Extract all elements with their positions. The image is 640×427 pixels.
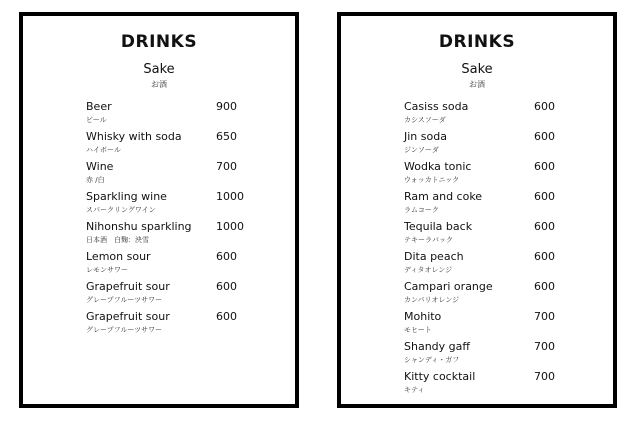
right-menu-card — [337, 12, 617, 408]
item-name: Mohito — [404, 310, 442, 323]
item-name: Casiss soda — [404, 100, 469, 113]
menu-item — [86, 100, 275, 130]
menu-item — [86, 190, 275, 220]
item-name-jp: シャンディ・ガフ — [404, 356, 460, 364]
item-name-jp: ウォッカトニック — [404, 176, 460, 184]
menu-item — [404, 100, 593, 130]
item-price: 600 — [216, 250, 237, 263]
menu-subtitle: Sake — [143, 62, 175, 77]
item-price: 600 — [534, 190, 555, 203]
item-name-jp: レモンサワー — [86, 266, 128, 274]
menu-item — [404, 280, 593, 310]
menu-item — [404, 250, 593, 280]
left-menu-card — [19, 12, 299, 408]
menu-item — [404, 220, 593, 250]
item-name-jp: 赤 /白 — [86, 176, 105, 184]
item-price: 600 — [534, 160, 555, 173]
item-name: Kitty cocktail — [404, 370, 476, 383]
item-name-jp: カンパリオレンジ — [404, 296, 460, 304]
item-name-jp: キティ — [404, 386, 425, 394]
item-price: 900 — [216, 100, 237, 113]
item-name-jp: ジンソーダ — [404, 146, 439, 154]
item-name: Wodka tonic — [404, 160, 472, 173]
item-price: 1000 — [216, 220, 244, 233]
item-name: Ram and coke — [404, 190, 483, 203]
menu-subtitle-jp: お酒 — [151, 80, 167, 89]
item-name: Grapefruit sour — [86, 310, 170, 323]
menu-item — [404, 340, 593, 370]
item-name-jp: ラムコーク — [404, 206, 439, 214]
item-name-jp: カシスソーダ — [404, 116, 446, 124]
item-price: 600 — [216, 280, 237, 293]
menu-subtitle: Sake — [461, 62, 493, 77]
item-name-jp: テキーラバック — [404, 236, 453, 244]
menu-title: DRINKS — [120, 32, 198, 52]
item-price: 600 — [534, 250, 555, 263]
menu-subtitle-jp: お酒 — [469, 80, 485, 89]
item-price: 1000 — [216, 190, 244, 203]
item-name: Beer — [86, 100, 112, 113]
menu-item — [86, 130, 275, 160]
menu-item — [86, 280, 275, 310]
item-price: 700 — [534, 310, 555, 323]
drinks-list — [86, 100, 275, 340]
menu-item — [86, 220, 275, 250]
menu-item — [404, 310, 593, 340]
item-name: Nihonshu sparkling — [86, 220, 192, 233]
item-name: Sparkling wine — [86, 190, 167, 203]
item-name: Dita peach — [404, 250, 464, 263]
item-name: Shandy gaff — [404, 340, 470, 353]
item-name: Wine — [86, 160, 114, 173]
item-price: 600 — [534, 220, 555, 233]
item-name: Jin soda — [404, 130, 447, 143]
drinks-list — [404, 100, 593, 400]
menu-item — [86, 310, 275, 340]
item-price: 600 — [216, 310, 237, 323]
menu-item — [404, 370, 593, 400]
item-name: Grapefruit sour — [86, 280, 170, 293]
item-name-jp: モヒート — [404, 326, 432, 334]
item-name-jp: スパークリングワイン — [86, 206, 156, 214]
menu-item — [86, 250, 275, 280]
menu-title: DRINKS — [438, 32, 516, 52]
item-name: Tequila back — [404, 220, 473, 233]
menu-item — [404, 190, 593, 220]
menu-item — [404, 130, 593, 160]
item-price: 700 — [534, 370, 555, 383]
menu-item — [86, 160, 275, 190]
item-name-jp: グレープフルーツサワー — [86, 326, 163, 334]
item-name-jp: ビール — [86, 116, 107, 124]
item-price: 700 — [534, 340, 555, 353]
item-name: Campari orange — [404, 280, 493, 293]
item-name: Lemon sour — [86, 250, 151, 263]
item-name-jp: グレープフルーツサワー — [86, 296, 163, 304]
menu-item — [404, 160, 593, 190]
item-price: 600 — [534, 280, 555, 293]
item-price: 600 — [534, 130, 555, 143]
item-name-jp: 日本酒 白麴：泱雪 — [86, 236, 149, 244]
item-name: Whisky with soda — [86, 130, 182, 143]
item-name-jp: ハイボール — [86, 146, 121, 154]
item-price: 600 — [534, 100, 555, 113]
item-price: 650 — [216, 130, 237, 143]
item-name-jp: ディタオレンジ — [404, 266, 453, 274]
item-price: 700 — [216, 160, 237, 173]
